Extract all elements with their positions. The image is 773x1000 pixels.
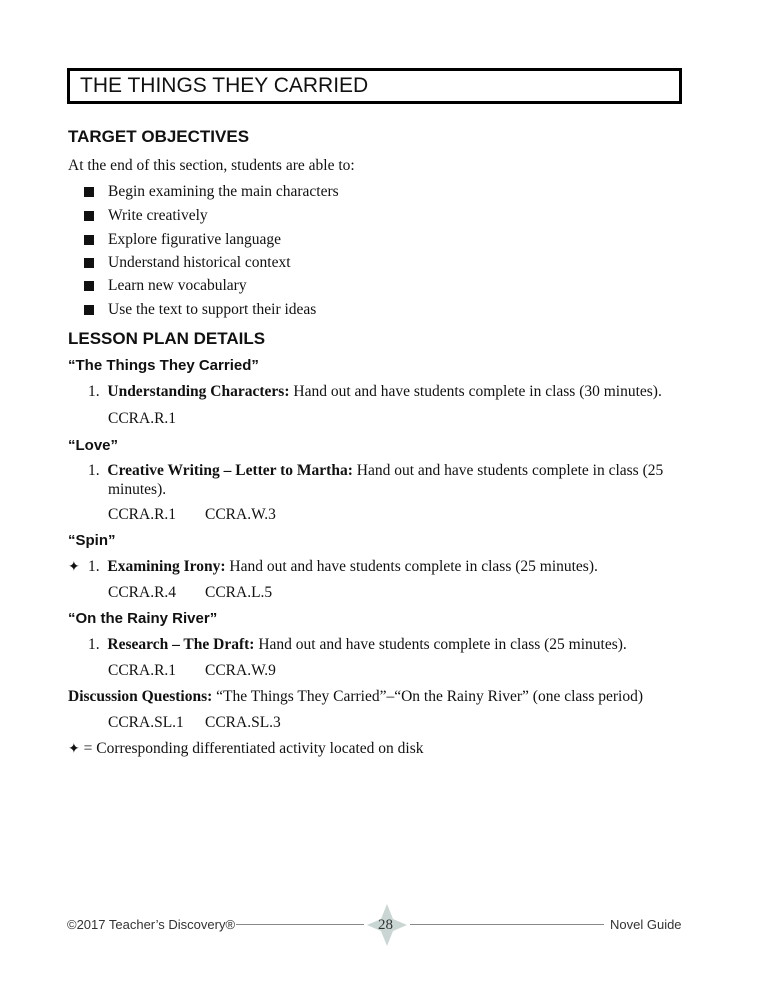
section-title: “Love” <box>68 437 119 454</box>
standard: CCRA.L.5 <box>205 584 273 601</box>
objectives-heading: TARGET OBJECTIVES <box>68 127 250 146</box>
objectives-intro: At the end of this section, students are able to: <box>68 157 355 174</box>
bullet-square-icon <box>84 187 94 198</box>
section-title: “The Things They Carried” <box>68 357 259 374</box>
lesson-item: 1. Examining Irony: Hand out and have students complete in class (25 minutes). <box>88 558 598 575</box>
standard: CCRA.R.1 <box>108 662 177 679</box>
bullet-square-icon <box>84 258 94 269</box>
objective-item: Explore figurative language <box>108 231 282 248</box>
legend: ✦ = Corresponding differentiated activity located on disk <box>68 740 424 757</box>
standard: CCRA.R.4 <box>108 584 177 601</box>
standard: CCRA.SL.1 <box>108 714 184 731</box>
page-number: 28 <box>378 917 393 933</box>
discussion-questions: Discussion Questions: “The Things They Carried”–“On the Rainy River” (one class period) <box>68 688 643 705</box>
bullet-square-icon <box>84 281 94 292</box>
objective-item: Use the text to support their ideas <box>108 301 317 318</box>
differentiated-star-icon: ✦ <box>68 741 80 757</box>
differentiated-star-icon: ✦ <box>68 559 80 575</box>
standard: CCRA.W.3 <box>205 506 276 523</box>
footer-divider <box>236 924 364 925</box>
bullet-square-icon <box>84 235 94 246</box>
bullet-square-icon <box>84 305 94 316</box>
lesson-item: 1. Research – The Draft: Hand out and have students complete in class (25 minutes). <box>88 636 627 653</box>
standard: CCRA.R.1 <box>108 410 177 427</box>
standard: CCRA.W.9 <box>205 662 276 679</box>
lesson-item: 1. Understanding Characters: Hand out and have students complete in class (30 minutes). <box>88 383 662 400</box>
objective-item: Understand historical context <box>108 254 291 271</box>
footer-title: Novel Guide <box>610 917 682 932</box>
section-title: “On the Rainy River” <box>68 610 218 627</box>
page-title: THE THINGS THEY CARRIED <box>80 74 369 97</box>
objective-item: Learn new vocabulary <box>108 277 247 294</box>
standard: CCRA.R.1 <box>108 506 177 523</box>
page-title-box <box>67 68 682 104</box>
lesson-item: 1. Creative Writing – Letter to Martha: Hand out and have students complete in class (25 <box>88 462 664 479</box>
footer-copyright: ©2017 Teacher’s Discovery® <box>67 917 236 932</box>
lesson-item-cont: minutes). <box>108 481 167 498</box>
lesson-heading: LESSON PLAN DETAILS <box>68 329 266 348</box>
footer-divider <box>410 924 604 925</box>
bullet-square-icon <box>84 211 94 222</box>
standard: CCRA.SL.3 <box>205 714 281 731</box>
section-title: “Spin” <box>68 532 116 549</box>
objective-item: Write creatively <box>108 207 208 224</box>
objective-item: Begin examining the main characters <box>108 183 339 200</box>
